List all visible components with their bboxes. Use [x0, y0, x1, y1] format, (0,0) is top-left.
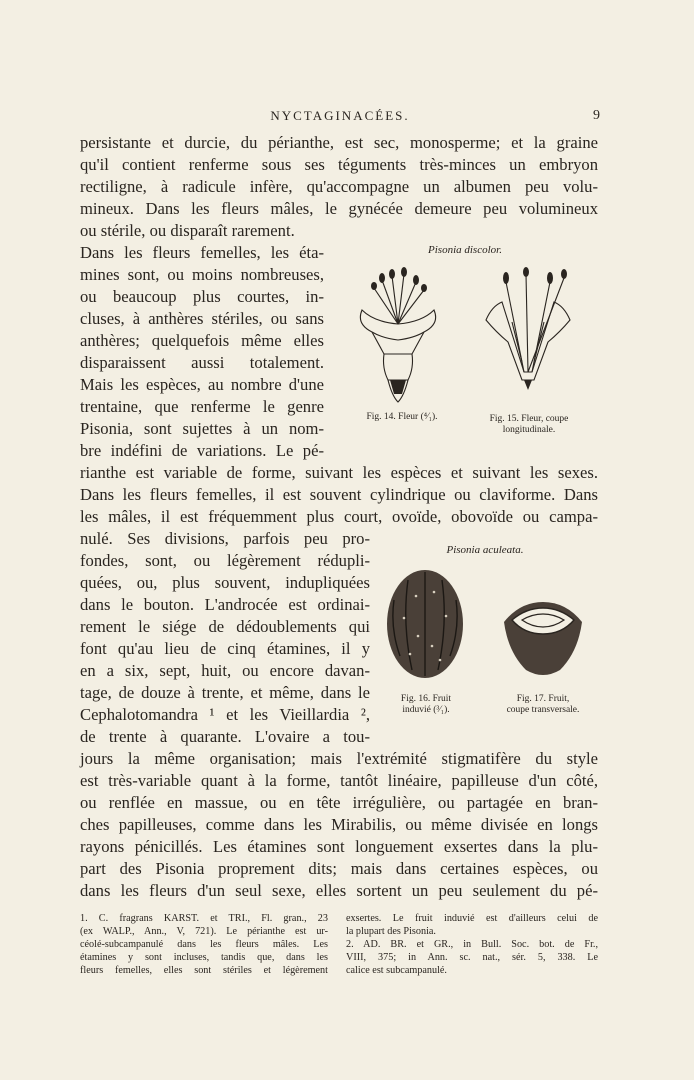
body-line: ou renflée en massue, ou en tête irrégulière, ou partagée en bran- [80, 793, 598, 812]
footnote-line: céolé-subcampanulé dans les fleurs mâles. Les [80, 939, 328, 950]
footnote-line: (ex WALP., Ann., V, 721). Le périanthe est ur- [80, 926, 328, 937]
body-line: mines sont, ou moins nombreuses, [80, 265, 324, 284]
body-line: trentaine, que renferme le genre [80, 397, 324, 416]
body-line: Dans les fleurs femelles, il est souvent cylindrique ou claviforme. Dans [80, 485, 598, 504]
figure-group-title: Pisonia aculeata. [446, 544, 524, 556]
body-line: rianthe est variable de forme, suivant les espèces et suivant les sexes. [80, 463, 598, 482]
body-line: tage, de douze à trente, et même, dans le [80, 683, 370, 702]
figure-caption-line: longitudinale. [502, 425, 556, 435]
figure-caption [488, 694, 598, 716]
figure-caption-line: Fig. 16. Fruit [400, 694, 452, 704]
body-line: ches papilleuses, comme dans les Mirabilis, ou même divisée en longs [80, 815, 598, 834]
fruit-illustration [384, 566, 466, 682]
page-number: 9 [593, 108, 600, 123]
body-line: jours la même organisation; mais l'extrémité stigmatifère du style [80, 749, 598, 768]
body-line: nulé. Ses divisions, parfois peu pro- [80, 529, 370, 548]
body-line: qu'il contient renferme sous ses téguments très-minces un embryon [80, 155, 598, 174]
footnote-line: VIII, 375; in Ann. sc. nat., sér. 5, 338. Le [346, 952, 598, 963]
figure-caption-line: Fig. 14. Fleur (⁴⁄₁). [366, 412, 438, 422]
body-line: rement le siége de dédoublements qui [80, 617, 370, 636]
running-head [80, 108, 600, 130]
footnote-line: exsertes. Le fruit induvié est d'ailleurs celui de [346, 913, 598, 924]
body-line: Dans les fleurs femelles, les éta- [80, 243, 324, 262]
body-line: cluses, à anthères stériles, ou sans [80, 309, 324, 328]
figure-caption [466, 414, 592, 436]
body-line: ou beaucoup plus courtes, in- [80, 287, 324, 306]
flower-illustration [352, 262, 444, 410]
footnote-line: calice est subcampanulé. [346, 965, 447, 976]
flower-section-illustration [478, 262, 578, 410]
body-line: de trente à quarante. L'ovaire a tou- [80, 727, 370, 746]
body-line: quées, ou, plus souvent, indupliquées [80, 573, 370, 592]
footnote-line: fleurs femelles, elles sont stériles et légèrement [80, 965, 328, 976]
figure-group-title: Pisonia discolor. [428, 244, 502, 256]
body-line: rayons pénicillés. Les étamines sont longuement exsertes dans la plu- [80, 837, 598, 856]
body-line: disparaissent aussi totalement. [80, 353, 324, 372]
figure-caption-line: coupe transversale. [506, 705, 580, 715]
body-line: ou stérile, ou disparaît rarement. [80, 221, 295, 240]
body-line: en a six, sept, huit, ou encore davan- [80, 661, 370, 680]
body-line: Pisonia, sont sujettes à un nom- [80, 419, 324, 438]
body-line: rectiligne, à radicule infère, qu'accompagne un albumen peu volu- [80, 177, 598, 196]
figure-caption-line: induvié (³⁄₁). [402, 705, 450, 715]
footnote-line: la plupart des Pisonia. [346, 926, 436, 937]
figure-caption-line: Fig. 15. Fleur, coupe [489, 414, 569, 424]
running-title: NYCTAGINACÉES. [270, 108, 410, 123]
body-line: dans le bouton. L'androcée est ordinai- [80, 595, 370, 614]
body-line: bre indéfini de variations. Le pé- [80, 441, 324, 460]
body-line: font qu'au lieu de cinq étamines, il y [80, 639, 370, 658]
figure-caption [386, 694, 466, 716]
body-line: part des Pisonia proprement dits; mais dans certaines espèces, ou [80, 859, 598, 878]
footnote-line: 1. C. fragrans KARST. et TRI., Fl. gran., 23 [80, 913, 328, 924]
figure-caption [350, 412, 454, 423]
body-line: fondes, sont, ou légèrement rédupli- [80, 551, 370, 570]
body-line: anthères; quelquefois même elles [80, 331, 324, 350]
body-line: Mais les espèces, au nombre d'une [80, 375, 324, 394]
footnote-line: étamines y sont incluses, tandis que, dans les [80, 952, 328, 963]
fruit-section-illustration [500, 596, 586, 680]
body-line: persistante et durcie, du périanthe, est sec, monosperme; et la graine [80, 133, 598, 152]
footnote-line: 2. AD. BR. et GR., in Bull. Soc. bot. de Fr., [346, 939, 598, 950]
body-line: Cephalotomandra ¹ et les Vieillardia ², [80, 705, 370, 724]
body-line: les mâles, il est fréquemment plus court, ovoïde, obovoïde ou campa- [80, 507, 598, 526]
body-line: est très-variable quant à la forme, tantôt linéaire, papilleuse d'un côté, [80, 771, 598, 790]
body-line: dans les fleurs d'un seul sexe, elles sortent un peu seulement du pé- [80, 881, 598, 900]
figure-caption-line: Fig. 17. Fruit, [516, 694, 570, 704]
body-line: mineux. Dans les fleurs mâles, le gynécée demeure peu volumineux [80, 199, 598, 218]
